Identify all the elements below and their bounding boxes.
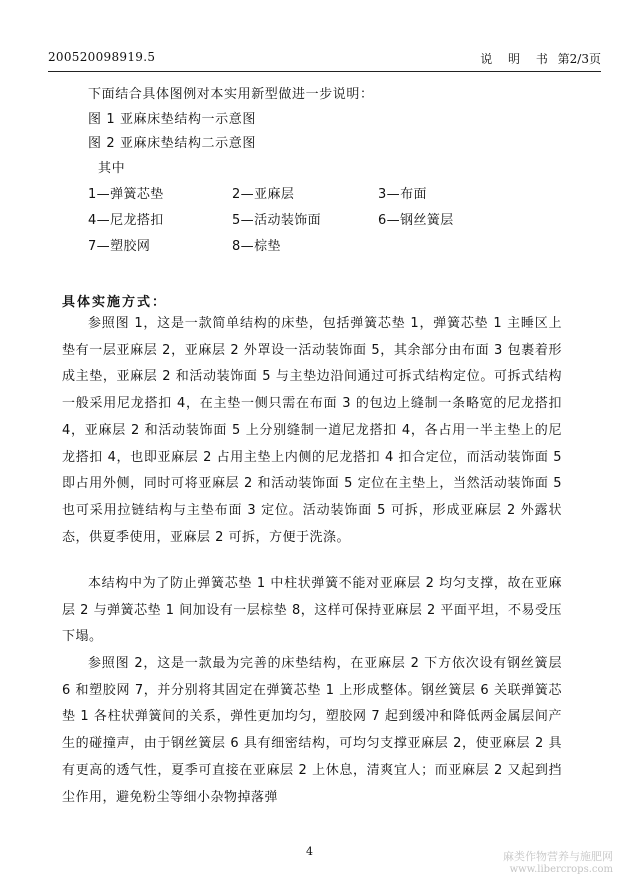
part-item: 2—亚麻层	[232, 187, 295, 202]
document-number: 200520098919.5	[48, 50, 156, 64]
figure-text: 亚麻床垫结构一示意图	[119, 112, 256, 127]
part-item: 1—弹簧芯垫	[88, 187, 164, 202]
part-item: 7—塑胶网	[88, 239, 151, 254]
document-type: 说 明 书	[480, 52, 554, 66]
figure-caption-1	[88, 108, 256, 127]
parts-title: 其中	[98, 161, 126, 176]
intro-text: 下面结合具体图例对本实用新型做进一步说明：	[88, 87, 374, 102]
paragraph-3: 参照图 2，这是一款最为完善的床垫结构，在亚麻层 2 下方依次设有钢丝簧层 6 和塑胶网 7，并分别将其固定在弹簧芯垫 1 上形成整体。钢丝簧层 6 关联弹簧芯垫 1 各柱状弹簧间的关系，弹性更加均匀，塑胶网 7 起到缓冲和降低两金属层间产生的碰撞声，由于钢丝簧层 6 具有细密结构，可均匀支撑亚麻层 2，使亚麻层 2 具有更高的透气性，夏季可直接在亚麻层 2 上休息，清爽宜人；而亚麻层 2 又起到挡尘作用，避免粉尘等细小杂物掉落弹	[62, 656, 562, 805]
page-header	[48, 50, 601, 68]
figure-label: 图 2	[88, 136, 116, 151]
watermark	[503, 850, 613, 876]
paragraph-2: 本结构中为了防止弹簧芯垫 1 中柱状弹簧不能对亚麻层 2 均匀支撑，故在亚麻层 2 与弹簧芯垫 1 间加设有一层棕垫 8，这样可保持亚麻层 2 平面平坦，不易受压下塌。	[62, 576, 562, 645]
part-item: 8—棕垫	[232, 239, 281, 254]
figure-text: 亚麻床垫结构二示意图	[119, 136, 256, 151]
page-label: 第2/3页	[557, 52, 601, 66]
header-right	[480, 50, 601, 67]
paragraph-1: 参照图 1，这是一款简单结构的床垫，包括弹簧芯垫 1，弹簧芯垫 1 主睡区上垫有一层亚麻层 2，亚麻层 2 外罩设一活动装饰面 5，其余部分由布面 3 包裹着形成主垫，亚麻层 2 和活动装饰面 5 与主垫边沿间通过可拆式结构定位。可拆式结构一般采用尼龙搭扣 4，在主垫一侧只需在布面 3 的包边上缝制一条略宽的尼龙搭扣 4，亚麻层 2 和活动装饰面 5 上分别缝制一道尼龙搭扣 4，各占用一半主垫上的尼龙搭扣 4，也即亚麻层 2 占用主垫上内侧的尼龙搭扣 4 扣合定位，而活动装饰面 5 即占用外侧，同时可将亚麻层 2 和活动装饰面 5 定位在主垫上，当然活动装饰面 5 也可采用拉链结构与主垫布面 3 定位。活动装饰面 5 可拆，形成亚麻层 2 外露状态，供夏季使用，亚麻层 2 可拆，方便于洗涤。	[62, 316, 562, 545]
part-item: 6—钢丝簧层	[378, 213, 454, 228]
watermark-title: 麻类作物营养与施肥网	[503, 850, 613, 863]
part-item: 3—布面	[378, 187, 427, 202]
page-number: 4	[306, 845, 313, 858]
header-divider	[48, 71, 601, 72]
figure-caption-2	[88, 132, 256, 151]
watermark-url: www.libercrops.com	[509, 864, 613, 875]
figure-label: 图 1	[88, 112, 116, 127]
part-item: 5—活动装饰面	[232, 213, 322, 228]
part-item: 4—尼龙搭扣	[88, 213, 164, 228]
section-title: 具体实施方式：	[62, 295, 168, 310]
